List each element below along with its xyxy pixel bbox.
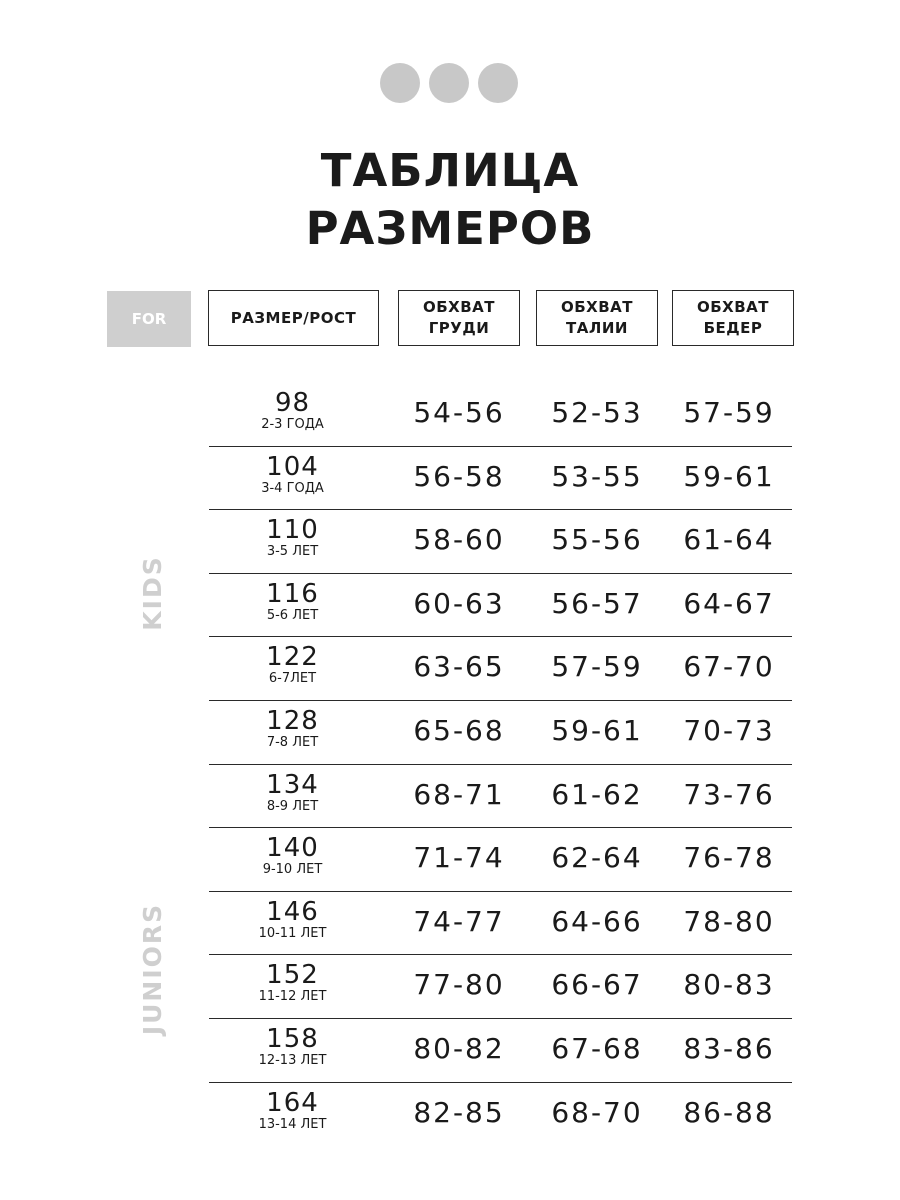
- title-line-2: РАЗМЕРОВ: [305, 202, 595, 255]
- size-cell: [209, 1025, 376, 1069]
- age-value: 3-5 ЛЕТ: [266, 544, 319, 560]
- group-label-kids: KIDS: [138, 555, 167, 631]
- size-cell: [209, 580, 376, 624]
- title-line-1: ТАБЛИЦА: [320, 144, 580, 197]
- size-value: 110: [266, 515, 319, 546]
- header-hips-line2: БЕДЕР: [703, 319, 763, 337]
- size-cell: [209, 898, 376, 942]
- waist-value: 55-56: [551, 523, 643, 557]
- table-row: [209, 637, 792, 701]
- hips-value: 78-80: [683, 904, 775, 938]
- hips-value: 76-78: [683, 841, 775, 875]
- header-waist: [536, 290, 658, 346]
- chest-value: 65-68: [413, 713, 505, 747]
- size-value: 98: [274, 388, 311, 418]
- waist-value: 66-67: [551, 968, 643, 1002]
- size-cell: [209, 707, 376, 751]
- age-value: 2-3 ГОДА: [261, 417, 324, 432]
- size-value: 134: [266, 769, 319, 800]
- header-waist-line1: ОБХВАТ: [560, 298, 634, 316]
- hips-value: 67-70: [683, 650, 775, 684]
- waist-value: 61-62: [551, 777, 643, 811]
- dot-icon: [429, 63, 469, 103]
- age-value: 10-11 ЛЕТ: [258, 925, 327, 941]
- hips-value: 59-61: [683, 459, 775, 493]
- waist-value: 57-59: [551, 650, 643, 684]
- waist-value: 59-61: [551, 713, 643, 747]
- size-value: 128: [266, 705, 319, 736]
- size-cell: [209, 643, 376, 687]
- table-row: [209, 892, 792, 956]
- size-table: [209, 383, 792, 1146]
- chest-value: 82-85: [413, 1095, 505, 1129]
- age-value: 5-6 ЛЕТ: [266, 607, 319, 623]
- header-size: [208, 290, 379, 346]
- waist-value: 68-70: [551, 1095, 643, 1129]
- size-cell: [209, 453, 376, 497]
- page-title: [0, 142, 900, 258]
- chest-value: 71-74: [413, 841, 505, 875]
- size-value: 140: [266, 833, 319, 864]
- table-row: [209, 574, 792, 638]
- size-value: 116: [266, 578, 319, 609]
- hips-value: 64-67: [683, 586, 775, 620]
- chest-value: 80-82: [413, 1031, 505, 1065]
- header-chest-line1: ОБХВАТ: [422, 298, 496, 316]
- table-row: [209, 510, 792, 574]
- size-value: 104: [266, 451, 319, 482]
- age-value: 13-14 ЛЕТ: [258, 1116, 327, 1132]
- waist-value: 64-66: [551, 904, 643, 938]
- age-value: 9-10 ЛЕТ: [262, 862, 323, 878]
- hips-value: 86-88: [683, 1095, 775, 1129]
- header-chest: [398, 290, 520, 346]
- size-value: 122: [266, 642, 319, 673]
- chest-value: 68-71: [413, 777, 505, 811]
- size-cell: [209, 516, 376, 560]
- waist-value: 53-55: [551, 459, 643, 493]
- waist-value: 52-53: [551, 396, 643, 429]
- hips-value: 83-86: [683, 1031, 775, 1065]
- size-value: 146: [266, 896, 319, 927]
- chest-value: 74-77: [413, 904, 505, 938]
- size-value: 158: [266, 1023, 319, 1054]
- chest-value: 58-60: [413, 523, 505, 557]
- size-cell: [209, 834, 376, 878]
- age-value: 12-13 ЛЕТ: [258, 1052, 327, 1068]
- waist-value: 67-68: [551, 1031, 643, 1065]
- hips-value: 61-64: [683, 523, 775, 557]
- size-cell: [209, 961, 376, 1005]
- chest-value: 54-56: [413, 396, 505, 429]
- size-value: 164: [266, 1087, 319, 1118]
- header-waist-line2: ТАЛИИ: [566, 319, 628, 337]
- chest-value: 60-63: [413, 586, 505, 620]
- size-value: 152: [266, 960, 319, 991]
- table-row: [209, 383, 792, 447]
- hips-value: 70-73: [683, 713, 775, 747]
- chest-value: 56-58: [413, 459, 505, 493]
- waist-value: 56-57: [551, 586, 643, 620]
- hips-value: 73-76: [683, 777, 775, 811]
- dot-icon: [478, 63, 518, 103]
- header-size-label: РАЗМЕР/РОСТ: [230, 308, 357, 327]
- table-row: [209, 1019, 792, 1083]
- chest-value: 77-80: [413, 968, 505, 1002]
- header-chest-line2: ГРУДИ: [428, 319, 490, 337]
- table-row: [209, 701, 792, 765]
- size-cell: [209, 389, 376, 433]
- table-row: [209, 765, 792, 829]
- hips-value: 57-59: [683, 396, 775, 429]
- hips-value: 80-83: [683, 968, 775, 1002]
- age-value: 3-4 ГОДА: [261, 480, 324, 496]
- header-hips: [672, 290, 794, 346]
- waist-value: 62-64: [551, 841, 643, 875]
- size-cell: [209, 771, 376, 815]
- age-value: 8-9 ЛЕТ: [266, 798, 319, 814]
- size-cell: [209, 1089, 376, 1133]
- header-hips-line1: ОБХВАТ: [696, 298, 770, 316]
- table-row: [209, 828, 792, 892]
- chest-value: 63-65: [413, 650, 505, 684]
- group-label-juniors: JUNIORS: [138, 902, 167, 1036]
- age-value: 6-7ЛЕТ: [268, 671, 317, 687]
- age-value: 7-8 ЛЕТ: [266, 734, 319, 750]
- age-value: 11-12 ЛЕТ: [258, 989, 327, 1005]
- table-row: [209, 447, 792, 511]
- table-row: [209, 955, 792, 1019]
- for-label: FOR: [107, 291, 191, 347]
- decorative-dots: [380, 63, 518, 103]
- table-row: [209, 1083, 792, 1147]
- dot-icon: [380, 63, 420, 103]
